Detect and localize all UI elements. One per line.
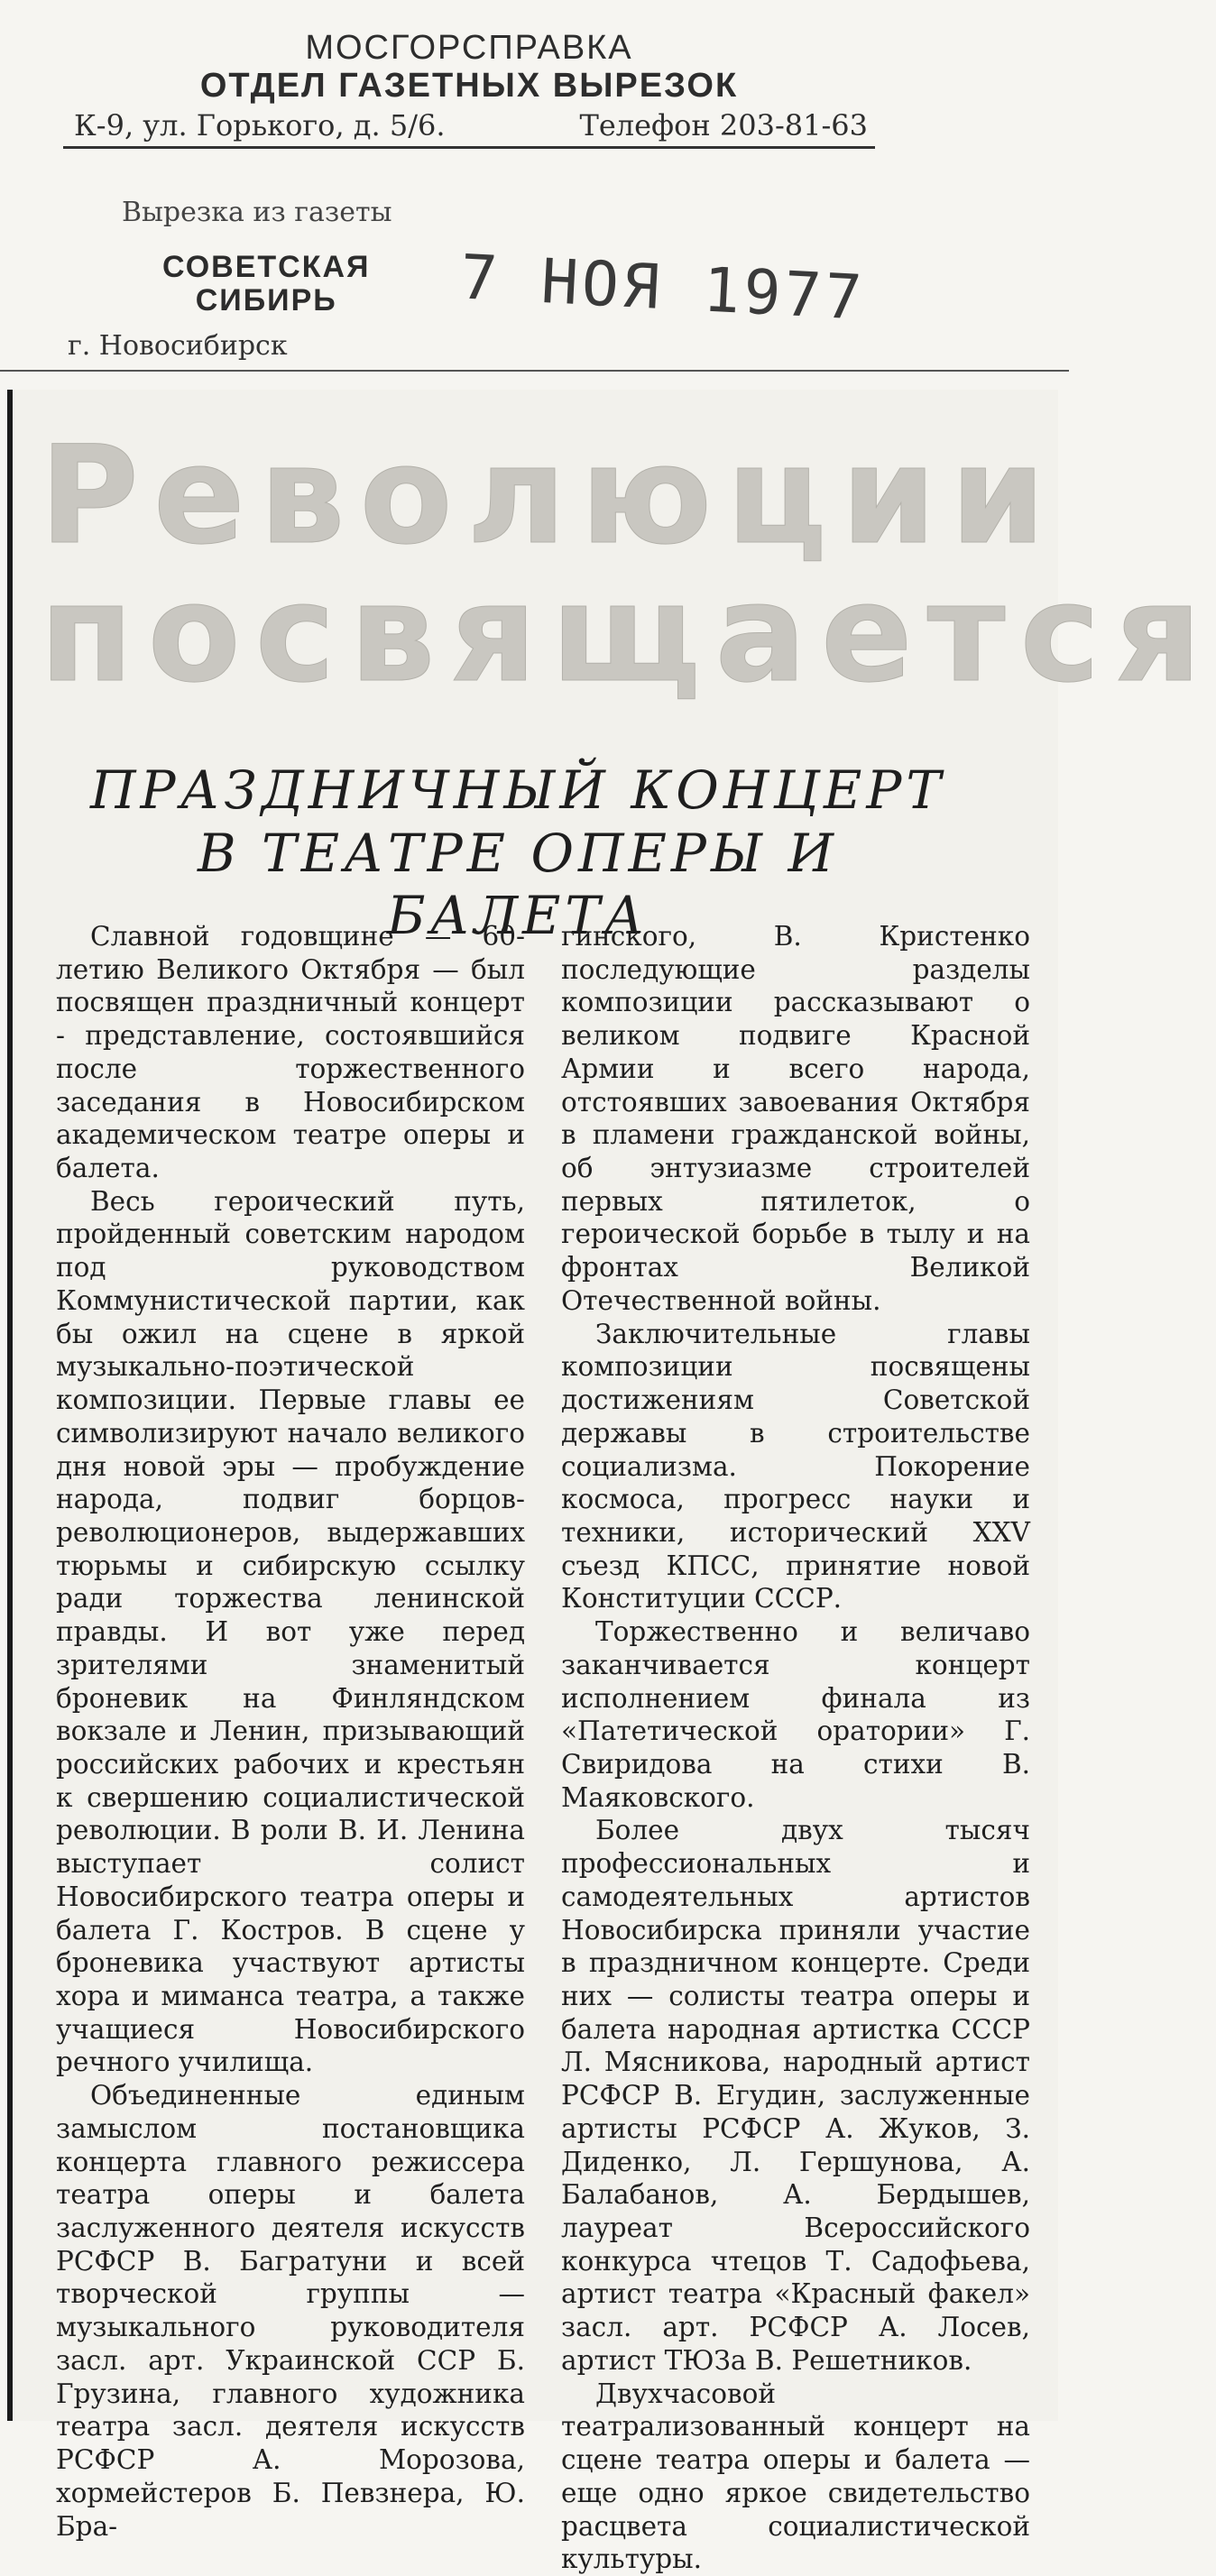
contact-line (63, 108, 875, 149)
newspaper-city: г. Новосибирск (68, 330, 288, 362)
newspaper-name-line2: СИБИРЬ (195, 283, 337, 318)
paragraph: Весь героический путь, пройденный советским народом под руководством Коммунистической партии, как бы ожил на сцене в яркой музыкально-поэтической композиции. Первые главы ее символизируют начало великого дня новой эры — пробуждение народа, подвиг борцов-революционеров, выдержавших тюрьмы и сибирскую ссылку ради торжества ленинской правды. И вот уже перед зрителями знаменитый броневик на Финляндском вокзале и Ленин, призывающий российских рабочих и крестьян к свершению социалистической революции. В роли В. И. Ленина выступает солист Новосибирского театра оперы и балета Г. Костров. В сцене у броневика участвуют артисты хора и миманса театра, а также учащиеся Новосибирского речного училища. (56, 1185, 525, 2078)
agency-name: МОСГОРСПРАВКА (305, 29, 633, 67)
column-right (561, 920, 1030, 2575)
paragraph: гинского, В. Кристенко последующие разделы композиции рассказывают о великом подвиге Красной Армии и всего народа, отстоявших завоевания Октября в пламени гражданской войны, об энтузиазме строителей первых пятилеток, о героической борьбе в тылу и на фронтах Великой Отечественной войны. (561, 921, 1030, 1316)
paragraph: Более двух тысяч профессиональных и самодеятельных артистов Новосибирска приняли участие в праздничном концерте. Среди них — солисты театра оперы и балета народная артистка СССР Л. Мясникова, народный артист РСФСР В. Егудин, заслуженные артисты РСФСР А. Жуков, З. Диденко, Л. Гершунова, А. Балабанов, А. Бердышев, лауреат Всероссийского конкурса чтецов Т. Садофьева, артист театра «Красный факел» засл. арт. РСФСР А. Лосев, артист ТЮЗа В. Решетников. (561, 1815, 1030, 2376)
headline-line1: Революции (40, 418, 1060, 575)
subhead-line1: ПРАЗДНИЧНЫЙ КОНЦЕРТ (89, 759, 946, 821)
article-body (56, 920, 1030, 2575)
newspaper-name-line1: СОВЕТСКАЯ (162, 250, 371, 284)
clip-source-label: Вырезка из газеты (122, 197, 392, 228)
phone-number: Телефон 203-81-63 (579, 108, 868, 143)
department-name: ОТДЕЛ ГАЗЕТНЫХ ВЫРЕЗОК (199, 67, 739, 105)
article-headline (40, 418, 1216, 713)
paragraph: Заключительные главы композиции посвящены достижениям Советской державы в строительстве социализма. Покорение космоса, прогресс науки и техники, исторический XXV съезд КПСС, принятие новой Конституции СССР. (561, 1318, 1030, 1615)
clipping-bureau-stamp (63, 31, 875, 149)
newspaper-clipping (7, 390, 1216, 2575)
newspaper-name (162, 251, 370, 318)
column-left (56, 920, 525, 2542)
subhead-line2: В ТЕАТРЕ ОПЕРЫ И БАЛЕТА (197, 822, 839, 947)
date-stamp: 7 НОЯ 1977 (458, 242, 868, 335)
divider (0, 370, 1069, 372)
headline-line2: посвящается (40, 556, 1216, 713)
paragraph: Славной годовщине — 60-летию Великого Октября — был посвящен праздничный концерт - представление, состоявшийся после торжественного заседания в Новосибирском академическом театре оперы и балета. (56, 921, 525, 1184)
paragraph: Объединенные единым замыслом постановщика концерта главного режиссера театра оперы и балета заслуженного деятеля искусств РСФСР В. Багратуни и всей творческой группы — музыкального руководителя засл. арт. Украинской ССР Б. Грузина, главного художника театра засл. деятеля искусств РСФСР А. Морозова, хормейстеров Б. Певзнера, Ю. Бра- (56, 2080, 525, 2542)
paragraph: Торжественно и величаво заканчивается концерт исполнением финала из «Патетической оратории» Г. Свиридова на стихи В. Маяковского. (561, 1616, 1030, 1813)
address: К-9, ул. Горького, д. 5/6. (74, 108, 446, 143)
paragraph: Двухчасовой театрализованный концерт на сцене театра оперы и балета — еще одно яркое свидетельство расцвета социалистической культуры. (561, 2378, 1030, 2575)
